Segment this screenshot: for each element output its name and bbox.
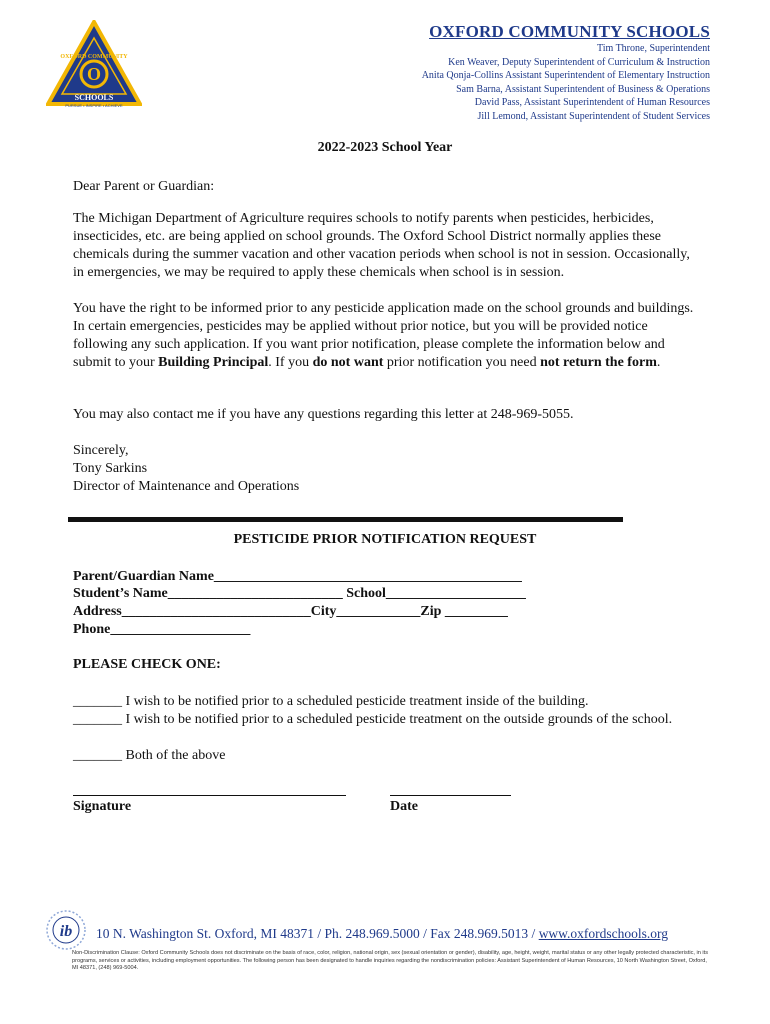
salutation: Dear Parent or Guardian: bbox=[73, 179, 215, 194]
parent-name-field[interactable]: Parent/Guardian Name____________________________________________ bbox=[73, 569, 522, 584]
paragraph-2: You have the right to be informed prior to any pesticide application made on the school grounds and buildings. In certain emergencies, pesticides may be applied without prior notice, but you will be provided notice following any such application. If you want prior notification, please complete the information below and submit to your Building Principal. If you do not want prior notification you need not return the form. bbox=[73, 301, 694, 370]
paragraph-3: You may also contact me if you have any questions regarding this letter at 248-969-5055. bbox=[73, 407, 574, 422]
date-line[interactable] bbox=[390, 795, 511, 796]
non-discrimination-disclaimer: Non-Discrimination Clause: Oxford Community Schools does not discriminate on the basis of race, color, religion, national origin, sex (sexual orientation or gender), disability, age, height, weight, marital status or any other legally protected characteristic, in its programs, services or activities, including employment opportunities. The following person has been designated to handle inquiries regarding the nondiscrimination policies: Assistant Superintendent of Human Resources, 10 North Washington Street, Oxford, MI 48371, (248) 969-5004. bbox=[72, 950, 709, 972]
option-inside-building[interactable]: _______ I wish to be notified prior to a scheduled pesticide treatment inside of the building. bbox=[73, 694, 589, 709]
paragraph-1: The Michigan Department of Agriculture requires schools to notify parents when pesticides, herbicides, insecticides, etc. are being applied on school grounds. The Oxford School District normally applies these chemicals during the summer vacation and other vacation periods when school is not in session. Occasionally, in emergencies, we may be required to apply these chemicals when school is in session. bbox=[73, 211, 690, 280]
not-return-emphasis: not return the form bbox=[540, 355, 657, 370]
website-link[interactable]: www.oxfordschools.org bbox=[538, 926, 669, 941]
option-outside-grounds[interactable]: _______ I wish to be notified prior to a scheduled pesticide treatment on the outside grounds of the school. bbox=[73, 712, 673, 727]
check-one-heading: PLEASE CHECK ONE: bbox=[73, 657, 221, 672]
section-divider bbox=[68, 517, 623, 522]
org-name: OXFORD COMMUNITY SCHOOLS bbox=[429, 22, 710, 41]
signer-name: Tony Sarkins bbox=[73, 461, 148, 476]
option-both[interactable]: _______ Both of the above bbox=[73, 748, 226, 763]
school-logo bbox=[46, 20, 142, 108]
option-blank[interactable]: _______ bbox=[73, 748, 122, 763]
staff-asst-business: Sam Barna, Assistant Superintendent of Business & Operations bbox=[456, 83, 710, 95]
ib-world-school-icon bbox=[46, 908, 86, 952]
phone-field[interactable]: Phone____________________ bbox=[73, 622, 251, 637]
logo-tagline: PURSUE • INSPIRE • ACHIEVE bbox=[65, 103, 123, 108]
do-not-want-emphasis: do not want bbox=[312, 355, 384, 370]
staff-asst-student-services: Jill Lemond, Assistant Superintendent of Student Services bbox=[477, 110, 710, 122]
signer-title: Director of Maintenance and Operations bbox=[73, 479, 300, 494]
staff-list bbox=[422, 42, 710, 123]
closing: Sincerely, bbox=[73, 443, 129, 458]
form-title: PESTICIDE PRIOR NOTIFICATION REQUEST bbox=[233, 532, 537, 547]
staff-superintendent: Tim Throne, Superintendent bbox=[596, 43, 710, 54]
building-principal-emphasis: Building Principal bbox=[158, 355, 269, 370]
svg-text:ib: ib bbox=[59, 923, 73, 940]
school-year-heading: 2022-2023 School Year bbox=[317, 140, 453, 155]
signature-label: Signature bbox=[73, 799, 132, 814]
student-school-field[interactable]: Student’s Name_________________________ School____________________ bbox=[73, 586, 526, 601]
logo-text-bottom: SCHOOLS bbox=[74, 93, 114, 102]
signature-line[interactable] bbox=[73, 795, 346, 796]
staff-asst-hr: David Pass, Assistant Superintendent of Human Resources bbox=[474, 97, 710, 108]
staff-asst-elementary: Anita Qonja-Collins Assistant Superintendent of Elementary Instruction bbox=[421, 70, 710, 81]
logo-text-top: OXFORD COMMUNITY bbox=[60, 54, 128, 60]
staff-deputy: Ken Weaver, Deputy Superintendent of Curriculum & Instruction bbox=[448, 56, 710, 68]
date-label: Date bbox=[390, 799, 418, 814]
footer-address: 10 N. Washington St. Oxford, MI 48371 / Ph. 248.969.5000 / Fax 248.969.5013 / www.oxfordschools.org bbox=[96, 926, 669, 941]
svg-text:O: O bbox=[86, 64, 102, 84]
address-city-zip-field[interactable]: Address___________________________City____________Zip _________ bbox=[73, 604, 508, 619]
option-blank[interactable]: _______ bbox=[73, 694, 122, 709]
option-blank[interactable]: _______ bbox=[73, 712, 122, 727]
